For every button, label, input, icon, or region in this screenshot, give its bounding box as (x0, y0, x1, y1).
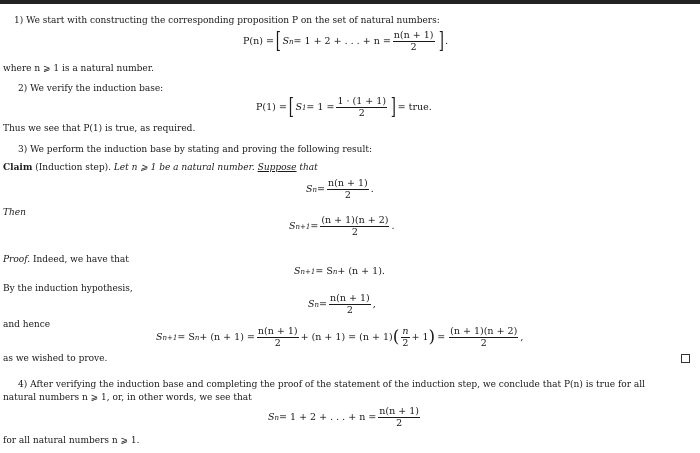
proof-line: Proof. Indeed, we have that (3, 255, 129, 265)
equation-goal: S n+1 = $\frac{(n + 1)(n + 2)}{2}$ . (289, 215, 395, 238)
claim-line: Claim (Induction step). Let n ⩾ 1 be a natural number. Suppose that (3, 163, 318, 173)
wished-text: as we wished to prove. (3, 354, 108, 364)
then-text: Then (3, 208, 26, 218)
step2-text: 2) We verify the induction base: (18, 84, 164, 94)
final-text: for all natural numbers n ⩾ 1. (3, 436, 140, 446)
step4-text: 4) After verifying the induction base and completing the proof of the statement of the induction step, we conclude that P(n) is true for all (18, 380, 645, 390)
equation-recurrence: S n+1 = S n + (n + 1). (294, 266, 385, 277)
step3-text: 3) We perform the induction base by stating and proving the following result: (18, 145, 372, 155)
qed-square-icon (681, 354, 690, 363)
step2-conclusion: Thus we see that P(1) is true, as required. (3, 124, 196, 134)
step1-text: 1) We start with constructing the corresponding proposition P on the set of natural numbers: (14, 16, 440, 26)
and-hence-text: and hence (3, 320, 51, 330)
step4-text-cont: natural numbers n ⩾ 1, or, in other words, we see that (3, 393, 252, 403)
equation-ih: S n = $\frac{n(n + 1)}{2}$ , (308, 293, 376, 316)
top-border (0, 0, 700, 4)
equation-conclusion: S n = 1 + 2 + . . . + n = $\frac{n(n + 1)}{2}$ (268, 406, 419, 429)
induction-hypothesis-text: By the induction hypothesis, (3, 284, 133, 294)
step1-where: where n ⩾ 1 is a natural number. (3, 64, 154, 74)
equation-final-chain: S n+1 = S n + (n + 1) = $\frac{n(n + 1)}{2}$ + (n + 1) = (n + 1) ( $\frac{n}{2}$ + 1 ) = $\frac{(n + 1)(n + 2)}{2}$ , (156, 326, 524, 349)
equation-pn: P(n) = [ S n = 1 + 2 + . . . + n = $\frac{n(n + 1)}{2}$ ] . (243, 28, 449, 54)
equation-hypothesis: S n = $\frac{n(n + 1)}{2}$ . (306, 178, 374, 201)
equation-p1: P(1) = [ S 1 = 1 = $\frac{1 \cdot (1 + 1)}{2}$ ] = true. (256, 94, 432, 120)
